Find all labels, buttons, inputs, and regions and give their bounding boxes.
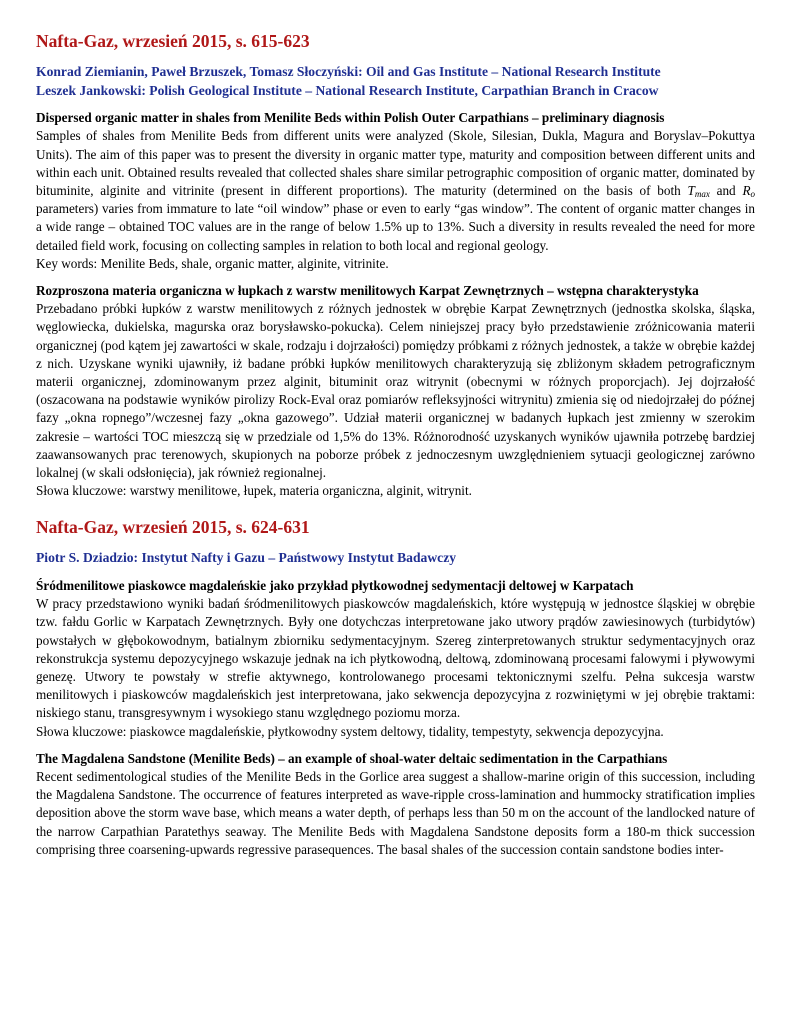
article-abstract: Recent sedimentological studies of the Menilite Beds in the Gorlice area suggest a shallow-marine origin of this succession, including the Magdalena Sandstone. The occurrence of features interpreted as wave-ripple cross-lamination and hummocky stratification implies deposition above the storm wave base, which means a water depth, of perhaps less than 50 m on the account of the landlocked nature of the narrow Carpathian Paratethys seaway. The Menilite Beds with Magdalena Sandstone deposits form a 180-m thick succession comprising three coarsening-upwards regressive parasequences. The basal shales of the succession contain sandstone bodies inter-: [36, 769, 755, 857]
entry-1: [36, 30, 755, 500]
article-abstract: Samples of shales from Menilite Beds from different units were analyzed (Skole, Silesian, Dukla, Magura and Boryslav–Pokuttya Units). The aim of this paper was to present the diversity in organic matter type, maturity and composition between different units and within each unit. Obtained results revealed that collected shales share similar petrographic composition of organic matter, dominated by bituminite, alginite and vitrinite (present in different proportions). The maturity (determined on the basis of both $T_{max}$ and $R_o$ parameters) varies from immature to late “oil window” phase or even to early “gas window”. The content of organic matter changes in a wide range – obtained TOC values are in the range of below 1.5% up to 13%. Such a diversity in results revealed the need for more detailed field work, focusing on collecting samples in relation to both local and regional geology.: [36, 128, 755, 253]
entry-2: [36, 516, 755, 859]
entry-2-authors: [36, 549, 755, 568]
article-keywords: Słowa kluczowe: piaskowce magdaleńskie, płytkowodny system deltowy, tidality, tempestyty, sekwencja depozycyjna.: [36, 723, 664, 739]
article-pl: [36, 577, 755, 741]
article-title: Rozproszona materia organiczna w łupkach z warstw menilitowych Karpat Zewnętrznych – wstępna charakterystyka: [36, 283, 699, 299]
article-title: Śródmenilitowe piaskowce magdaleńskie jako przykład płytkowodnej sedymentacji deltowej w Karpatach: [36, 578, 634, 594]
article-abstract: Przebadano próbki łupków z warstw menilitowych z różnych jednostek w obrębie Karpat Zewnętrznych (jednostka skolska, śląska, węglowiecka, dukielska, magurska oraz borysławsko-pokucka). Celem niniejszej pracy było przedstawienie zróżnicowania materii organicznej (pod kątem jej zawartości w skale, rodzaju i dojrzałości) pomiędzy próbkami z różnych jednostek, a także w obrębie każdej z nich. Uzyskane wyniki ujawniły, iż badane próbki łupków menilitowych charakteryzują się zbliżonym składem petrograficznym materii organicznej, zdominowanym przez alginit, bituminit oraz witrynit (obecnymi w różnych proporcjach). Jej dojrzałość (oszacowana na podstawie wyników pirolizy Rock-Eval oraz pomiarów refleksyjności witrynitu) zmienia się od niedojrzałej do późnej fazy „okna ropnego”/wczesnej fazy „okna gazowego”. Udział materii organicznej w badanych łupkach jest zmienny w szerokim zakresie – wartości TOC mieszczą się w przedziale od 1,5% do 13%. Różnorodność uzyskanych wyników ujawniła potrzebę bardziej zaawansowanych prac terenowych, skupionych na poborze próbek z jednoczesnym uwzględnieniem sytuacji geologicznej zarówno lokalnej (w skali odsłonięcia), jak również regionalnej.: [36, 301, 755, 481]
article-abstract: W pracy przedstawiono wyniki badań śródmenilitowych piaskowców magdaleńskich, które występują w jednostce śląskiej w obrębie tzw. fałdu Gorlic w Karpatach Zewnętrznych. Były one dotychczas interpretowane jako utwory prądów zawiesinowych (turbidytów) powstałych w głębokowodnym, batialnym zbiorniku sedymentacyjnym. Szereg zinterpretowanych struktur sedymentacyjnych oraz rekonstrukcja systemu depozycyjnego wskazuje jednak na ich płytkowodną, deltową, zdominowaną procesami falowymi i pływowymi genezę. Utwory te powstały w strefie aktywnego, kontrolowanego procesami tektonicznymi szelfu. Pełna sukcesja warstw menilitowych i piaskowców magdaleńskich jest interpretowana, jako sekwencja depozycyjna z rozwiniętymi w jej obrębie traktami: niskiego stanu, transgresywnym i wysokiego stanu względnego poziomu morza.: [36, 596, 755, 721]
author-line: Leszek Jankowski: Polish Geological Institute – National Research Institute, Carpathian Branch in Cracow: [36, 82, 659, 98]
document-page: [36, 30, 755, 859]
author-line: Piotr S. Dziadzio: Instytut Nafty i Gazu – Państwowy Instytut Badawczy: [36, 550, 457, 566]
author-line: Konrad Ziemianin, Paweł Brzuszek, Tomasz Słoczyński: Oil and Gas Institute – National Research Institute: [36, 64, 661, 79]
article-pl: [36, 282, 755, 500]
entry-1-source: Nafta-Gaz, wrzesień 2015, s. 615-623: [36, 31, 310, 51]
section-spacer: [36, 509, 755, 516]
entry-2-source: Nafta-Gaz, wrzesień 2015, s. 624-631: [36, 517, 310, 538]
article-en: [36, 750, 755, 859]
article-title: Dispersed organic matter in shales from Menilite Beds within Polish Outer Carpathians – preliminary diagnosis: [36, 110, 665, 126]
article-keywords: Key words: Menilite Beds, shale, organic matter, alginite, vitrinite.: [36, 255, 389, 271]
article-keywords: Słowa kluczowe: warstwy menilitowe, łupek, materia organiczna, alginit, witrynit.: [36, 483, 472, 499]
entry-1-authors: [36, 63, 755, 100]
article-en: [36, 109, 755, 273]
article-title: The Magdalena Sandstone (Menilite Beds) – an example of shoal-water deltaic sedimentation in the Carpathians: [36, 750, 668, 766]
